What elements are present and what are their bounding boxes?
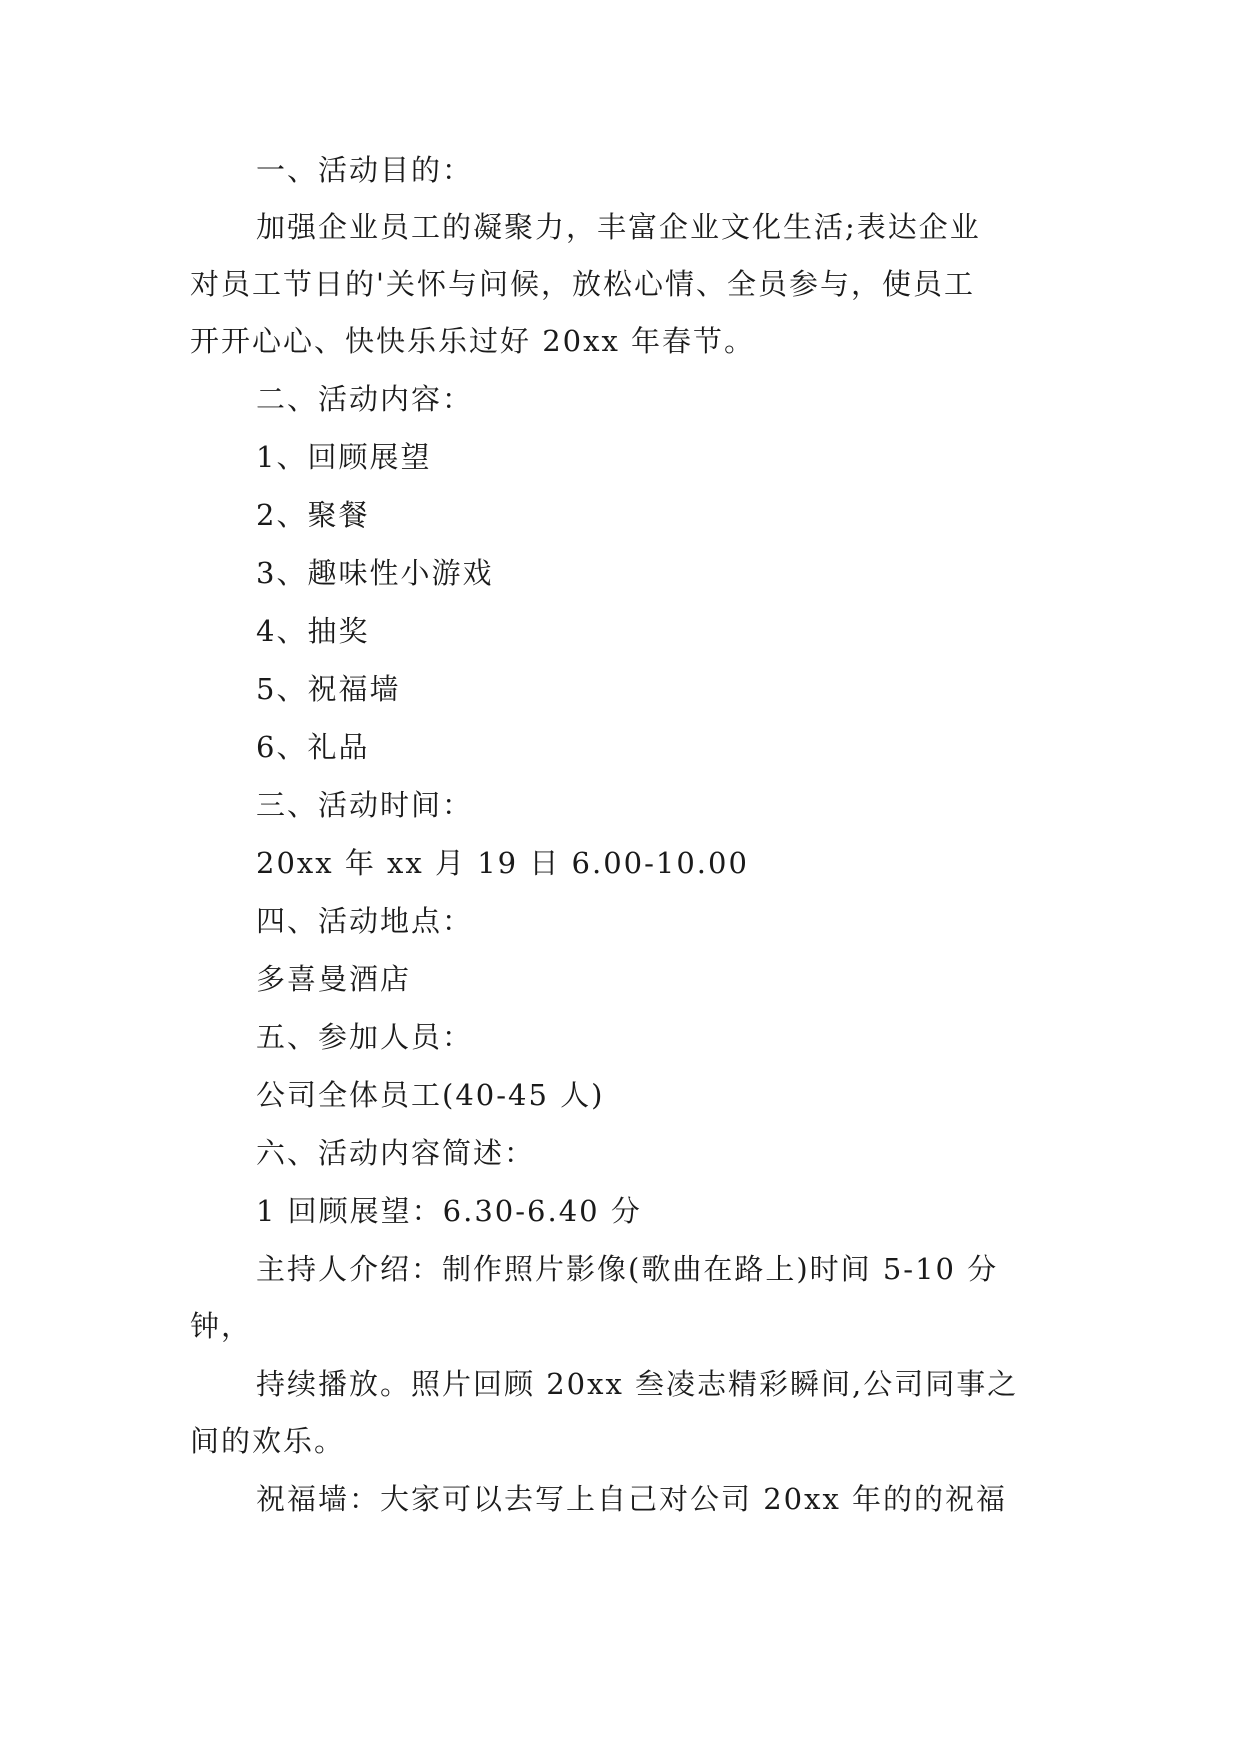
paragraph-line: 主持人介绍：制作照片影像(歌曲在路上)时间 5-10 分 bbox=[256, 1252, 999, 1286]
summary-item: 1 回顾展望：6.30-6.40 分 bbox=[256, 1194, 642, 1228]
section-heading-purpose: 一、活动目的： bbox=[256, 153, 474, 187]
section-heading-participants: 五、参加人员： bbox=[256, 1020, 474, 1054]
list-item: 4、抽奖 bbox=[256, 614, 370, 648]
paragraph-line: 间的欢乐。 bbox=[190, 1424, 346, 1458]
paragraph-line: 加强企业员工的凝聚力，丰富企业文化生活;表达企业 bbox=[256, 210, 981, 244]
paragraph-line: 开开心心、快快乐乐过好 20xx 年春节。 bbox=[190, 324, 756, 358]
paragraph-line: 对员工节日的'关怀与问候，放松心情、全员参与，使员工 bbox=[190, 267, 975, 301]
section-heading-location: 四、活动地点： bbox=[256, 904, 474, 938]
list-item: 1、回顾展望 bbox=[256, 440, 432, 474]
paragraph-line: 持续播放。照片回顾 20xx 叁凌志精彩瞬间,公司同事之 bbox=[256, 1367, 1019, 1401]
event-time: 20xx 年 xx 月 19 日 6.00-10.00 bbox=[256, 846, 749, 880]
list-item: 3、趣味性小游戏 bbox=[256, 556, 494, 590]
paragraph-line: 祝福墙：大家可以去写上自己对公司 20xx 年的的祝福 bbox=[256, 1482, 1008, 1516]
list-item: 5、祝福墙 bbox=[256, 672, 401, 706]
paragraph-line: 钟， bbox=[190, 1309, 253, 1343]
list-item: 6、礼品 bbox=[256, 730, 370, 764]
section-heading-content: 二、活动内容： bbox=[256, 382, 474, 416]
list-item: 2、聚餐 bbox=[256, 498, 370, 532]
section-heading-summary: 六、活动内容简述： bbox=[256, 1136, 536, 1170]
participants: 公司全体员工(40-45 人) bbox=[256, 1078, 605, 1112]
event-location: 多喜曼酒店 bbox=[256, 962, 412, 996]
section-heading-time: 三、活动时间： bbox=[256, 788, 474, 822]
